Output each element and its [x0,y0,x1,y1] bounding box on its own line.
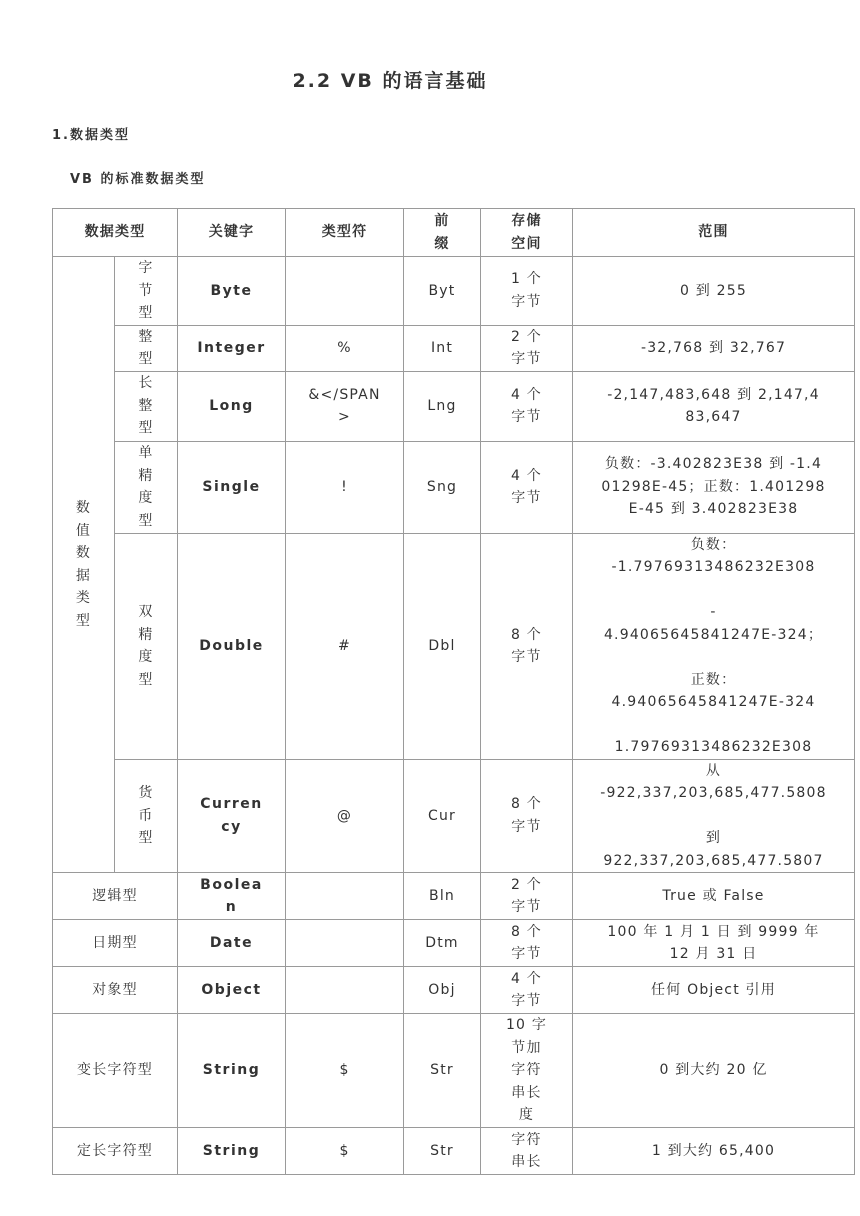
keyword-cell: Byte [178,257,286,326]
symbol-cell [286,967,404,1014]
storage-cell: 2 个字节 [481,873,573,920]
keyword-cell: Long [178,371,286,441]
prefix-cell: Byt [404,257,481,326]
section-heading: 1.数据类型 [52,128,130,143]
header-range: 范围 [573,209,855,257]
prefix-cell: Str [404,1128,481,1175]
prefix-cell: Int [404,325,481,371]
header-storage: 存储空间 [481,209,573,257]
type-cell: 货币型 [115,759,178,873]
prefix-cell: Sng [404,441,481,533]
type-cell: 单精度型 [115,441,178,533]
type-cell: 长整型 [115,371,178,441]
keyword-cell: Object [178,967,286,1014]
type-cell: 变长字符型 [53,1014,178,1128]
storage-cell: 4 个字节 [481,371,573,441]
type-cell: 整型 [115,325,178,371]
range-cell: 1 到大约 65,400 [573,1128,855,1175]
type-cell: 定长字符型 [53,1128,178,1175]
storage-cell: 字符串长 [481,1128,573,1175]
prefix-cell: Obj [404,967,481,1014]
keyword-cell: Single [178,441,286,533]
symbol-cell: ! [286,441,404,533]
table-row [53,257,855,326]
numeric-group-cell: 数值数据类型 [53,257,115,873]
range-cell: -32,768 到 32,767 [573,325,855,371]
table-row [53,967,855,1014]
range-cell: 从 -922,337,203,685,477.5808 到 922,337,203,685,477.5807 [573,759,855,873]
subsection-heading: VB 的标准数据类型 [70,172,206,187]
symbol-cell: @ [286,759,404,873]
table-row [53,325,855,371]
symbol-cell: $ [286,1014,404,1128]
keyword-cell: String [178,1014,286,1128]
range-cell: 100 年 1 月 1 日 到 9999 年 12 月 31 日 [573,920,855,967]
keyword-cell: Boolean [178,873,286,920]
prefix-cell: Str [404,1014,481,1128]
table-row [53,759,855,873]
prefix-cell: Dbl [404,533,481,759]
storage-cell: 8 个字节 [481,533,573,759]
storage-cell: 8 个字节 [481,759,573,873]
header-keyword: 关键字 [178,209,286,257]
storage-cell: 2 个字节 [481,325,573,371]
keyword-cell: Date [178,920,286,967]
table-row [53,533,855,759]
symbol-cell: &</SPAN> [286,371,404,441]
table-row [53,873,855,920]
storage-cell: 4 个字节 [481,441,573,533]
range-cell: True 或 False [573,873,855,920]
keyword-cell: Double [178,533,286,759]
storage-cell: 10 字节加字符串长度 [481,1014,573,1128]
type-cell: 对象型 [53,967,178,1014]
symbol-cell: # [286,533,404,759]
symbol-cell [286,257,404,326]
table-row [53,371,855,441]
range-cell: 负数：-3.402823E38 到 -1.401298E-45；正数：1.401298E-45 到 3.402823E38 [573,441,855,533]
keyword-cell: Currency [178,759,286,873]
table-row [53,1014,855,1128]
storage-cell: 4 个字节 [481,967,573,1014]
type-cell: 日期型 [53,920,178,967]
header-symbol: 类型符 [286,209,404,257]
table-row [53,920,855,967]
header-type: 数据类型 [53,209,178,257]
range-cell: 负数： -1.79769313486232E308 - 4.94065645841247E-324； 正数： 4.94065645841247E-324 1.79769313486232E308 [573,533,855,759]
table-header-row [53,209,855,257]
range-cell: 任何 Object 引用 [573,967,855,1014]
type-cell: 字节型 [115,257,178,326]
table-row [53,441,855,533]
table-row [53,1128,855,1175]
header-prefix: 前缀 [404,209,481,257]
data-types-table [52,208,855,1175]
prefix-cell: Lng [404,371,481,441]
storage-cell: 8 个字节 [481,920,573,967]
range-cell: 0 到 255 [573,257,855,326]
page-title: 2.2 VB 的语言基础 [292,70,488,92]
range-cell: 0 到大约 20 亿 [573,1014,855,1128]
keyword-cell: String [178,1128,286,1175]
symbol-cell: $ [286,1128,404,1175]
prefix-cell: Cur [404,759,481,873]
symbol-cell: % [286,325,404,371]
prefix-cell: Dtm [404,920,481,967]
symbol-cell [286,873,404,920]
type-cell: 逻辑型 [53,873,178,920]
range-cell: -2,147,483,648 到 2,147,483,647 [573,371,855,441]
storage-cell: 1 个字节 [481,257,573,326]
prefix-cell: Bln [404,873,481,920]
type-cell: 双精度型 [115,533,178,759]
symbol-cell [286,920,404,967]
keyword-cell: Integer [178,325,286,371]
